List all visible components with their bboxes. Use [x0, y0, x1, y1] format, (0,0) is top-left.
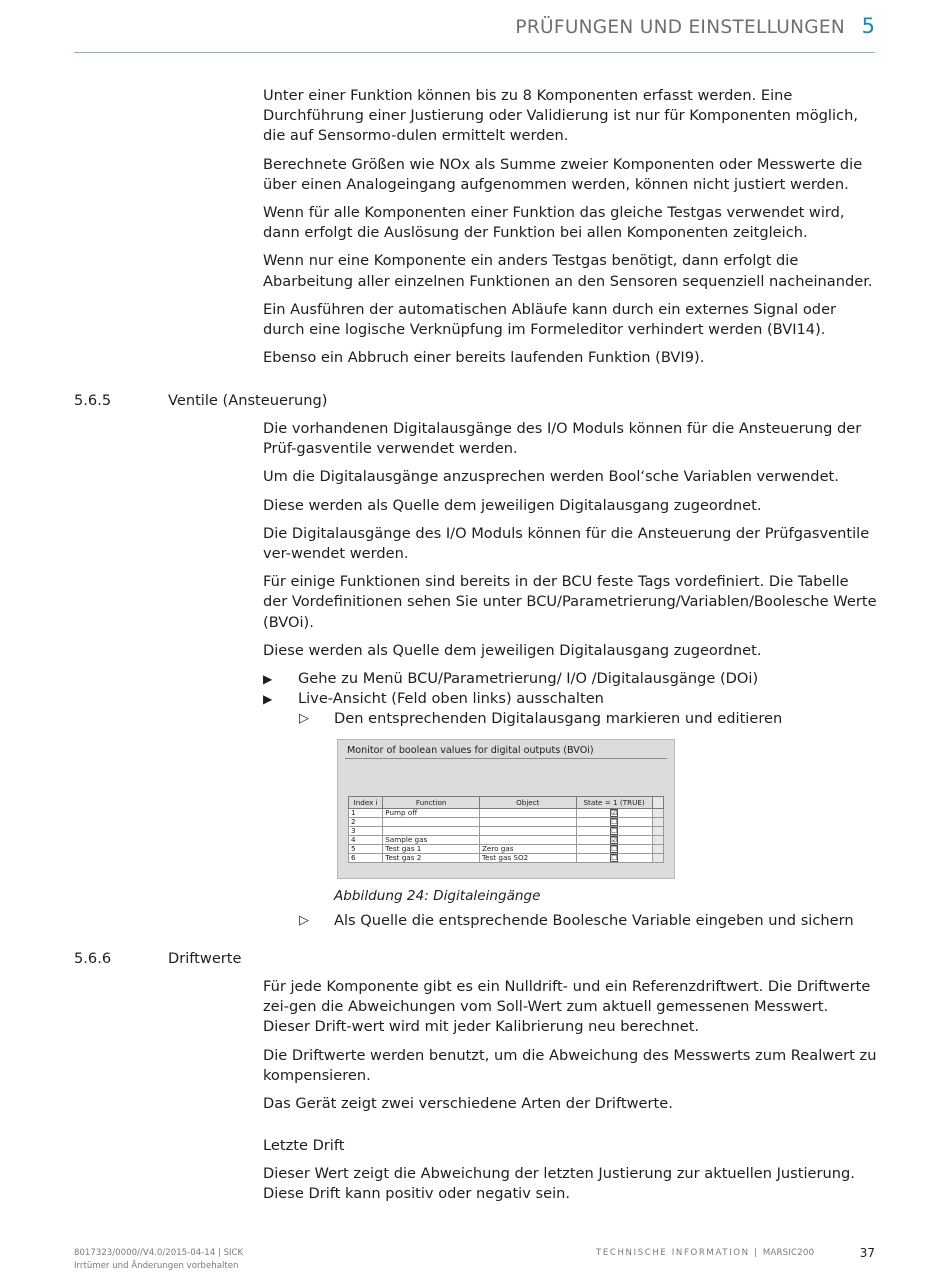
figure-caption: Abbildung 24: Digitaleingänge [334, 887, 541, 904]
cell-object [479, 817, 576, 826]
paragraph: Die Digitalausgänge des I/O Moduls können für die Ansteuerung der Prüfgasventile ver-wendet werden. [263, 524, 870, 563]
section-566-body [263, 977, 877, 1213]
checkbox-unchecked-icon: ☐ [611, 817, 618, 826]
paragraph: Um die Digitalausgänge anzusprechen werden Bool‘sche Variablen verwendet. [263, 468, 839, 486]
figure-screenshot [337, 739, 675, 879]
boolean-values-table [348, 796, 664, 863]
checkbox-unchecked-icon: ☐ [611, 853, 618, 862]
footer-label [596, 1248, 814, 1258]
cell-index: 2 [349, 817, 383, 826]
table-header-row [349, 796, 664, 808]
chapter-title: PRÜFUNGEN UND EINSTELLUNGEN [515, 17, 845, 38]
cell-state [576, 808, 652, 817]
paragraph: Wenn nur eine Komponente ein anders Testgas benötigt, dann erfolgt die Abarbeitung aller einzelnen Funktionen an den Sensoren sequenziell nacheinander. [263, 252, 873, 290]
column-header: Object [479, 796, 576, 808]
section-title: Ventile (Ansteuerung) [168, 392, 328, 409]
paragraph: Das Gerät zeigt zwei verschiedene Arten der Driftwerte. [263, 1095, 673, 1113]
footer-product: MARSIC200 [762, 1248, 815, 1258]
cell-state [576, 844, 652, 853]
cell-index: 6 [349, 853, 383, 862]
cell-object [479, 826, 576, 835]
step-text: Gehe zu Menü BCU/Parametrierung/ I/O /Digitalausgänge (DOi) [298, 670, 759, 688]
table-row [349, 844, 664, 853]
step-text: Als Quelle die entsprechende Boolesche Variable eingeben und sichern [334, 911, 854, 929]
step-text: Live-Ansicht (Feld oben links) ausschalten [298, 690, 604, 708]
cell-function [383, 817, 480, 826]
cell-index: 5 [349, 844, 383, 853]
list-item [263, 689, 877, 709]
paragraph: Berechnete Größen wie NOx als Summe zweier Komponenten oder Messwerte die über einen Analogeingang aufgenommen werden, können nicht justiert werden. [263, 155, 863, 193]
hollow-arrow-bullet-icon: ▷ [299, 711, 309, 727]
column-header: Index i [349, 796, 383, 808]
cell-object [479, 835, 576, 844]
figure-window-title: Monitor of boolean values for digital outputs (BVOi) [347, 744, 594, 756]
section-number: 5.6.5 [74, 392, 112, 409]
list-item [263, 709, 877, 729]
cell-object: Zero gas [479, 844, 576, 853]
paragraph: Für jede Komponente gibt es ein Nulldrift- und ein Referenzdriftwert. Die Driftwerte zei-gen die Abweichungen vom Soll-Wert zum aktuell gemessenen Messwert. Dieser Drift-wert wird mit jeder Kalibrierung neu berechnet. [263, 978, 871, 1036]
paragraph: Wenn für alle Komponenten einer Funktion das gleiche Testgas verwendet wird, dann erfolgt die Auslösung der Funktion bei allen Komponenten zeitgleich. [263, 204, 845, 242]
footer-disclaimer: Irrtümer und Änderungen vorbehalten [74, 1260, 239, 1271]
page-header [74, 0, 875, 53]
list-item [263, 911, 877, 931]
cell-index: 4 [349, 835, 383, 844]
subheading: Letzte Drift [263, 1137, 345, 1155]
table-row [349, 853, 664, 862]
cell-function [383, 826, 480, 835]
section-title: Driftwerte [168, 950, 242, 967]
table-row [349, 826, 664, 835]
footer-doc-type: TECHNISCHE INFORMATION | [596, 1248, 763, 1258]
table-row [349, 808, 664, 817]
page-number: 37 [859, 1246, 875, 1260]
paragraph: Die Driftwerte werden benutzt, um die Abweichung des Messwerts zum Realwert zu kompensieren. [263, 1046, 877, 1084]
scrollbar-track [652, 844, 663, 853]
cell-state [576, 826, 652, 835]
scrollbar-track [652, 853, 663, 862]
cell-function: Test gas 1 [383, 844, 480, 853]
paragraph: Diese werden als Quelle dem jeweiligen Digitalausgang zugeordnet. [263, 496, 762, 514]
checkbox-checked-icon: ☑ [611, 808, 618, 817]
scrollbar-track [652, 817, 663, 826]
column-header: State = 1 (TRUE) [576, 796, 652, 808]
cell-state [576, 835, 652, 844]
paragraph: Die vorhandenen Digitalausgänge des I/O Moduls können für die Ansteuerung der Prüf-gasventile verwendet werden. [263, 420, 862, 458]
paragraph: Für einige Funktionen sind bereits in der BCU feste Tags vordefiniert. Die Tabelle der Vordefinitionen sehen Sie unter BCU/Parametrierung/Variablen/Boolesche Werte (BVOi). [263, 573, 877, 631]
paragraph: Dieser Wert zeigt die Abweichung der letzten Justierung zur aktuellen Justierung. Diese Drift kann positiv oder negativ sein. [263, 1165, 855, 1203]
cell-state [576, 817, 652, 826]
list-item [263, 669, 877, 689]
arrow-bullet-icon: ▶ [263, 672, 273, 687]
cell-function: Test gas 2 [383, 853, 480, 862]
paragraph: Diese werden als Quelle dem jeweiligen Digitalausgang zugeordnet. [263, 641, 762, 659]
checkbox-checked-icon: ☑ [611, 835, 618, 844]
cell-object [479, 808, 576, 817]
scrollbar-track [652, 826, 663, 835]
cell-function: Pump off [383, 808, 480, 817]
intro-block [263, 86, 877, 376]
cell-index: 3 [349, 826, 383, 835]
checkbox-unchecked-icon: ☐ [611, 826, 618, 835]
chapter-number: 5 [861, 14, 875, 38]
cell-function: Sample gas [383, 835, 480, 844]
step-text: Den entsprechenden Digitalausgang markieren und editieren [334, 710, 783, 728]
footer-doc-id: 8017323/0000//V4.0/2015-04-14 | SICK [74, 1248, 244, 1258]
paragraph: Unter einer Funktion können bis zu 8 Komponenten erfasst werden. Eine Durchführung einer Justierung oder Validierung ist nur für Komponenten möglich, die auf Sensormo-dulen ermittelt werden. [263, 87, 858, 145]
divider [345, 758, 667, 759]
checkbox-unchecked-icon: ☐ [611, 844, 618, 853]
paragraph: Ebenso ein Abbruch einer bereits laufenden Funktion (BVI9). [263, 349, 705, 367]
section-number: 5.6.6 [74, 950, 112, 967]
scrollbar-track [652, 796, 663, 808]
column-header: Function [383, 796, 480, 808]
cell-state [576, 853, 652, 862]
paragraph: Ein Ausführen der automatischen Abläufe kann durch ein externes Signal oder durch eine logische Verknüpfung im Formeleditor verhindert werden (BVI14). [263, 300, 837, 339]
footer-document-info [74, 1247, 243, 1272]
scrollbar-track [652, 835, 663, 844]
scrollbar-track [652, 808, 663, 817]
hollow-arrow-bullet-icon: ▷ [299, 912, 309, 928]
arrow-bullet-icon: ▶ [263, 692, 273, 707]
table-row [349, 817, 664, 826]
cell-object: Test gas SO2 [479, 853, 576, 862]
section-565-body [263, 419, 877, 931]
cell-index: 1 [349, 808, 383, 817]
table-row [349, 835, 664, 844]
